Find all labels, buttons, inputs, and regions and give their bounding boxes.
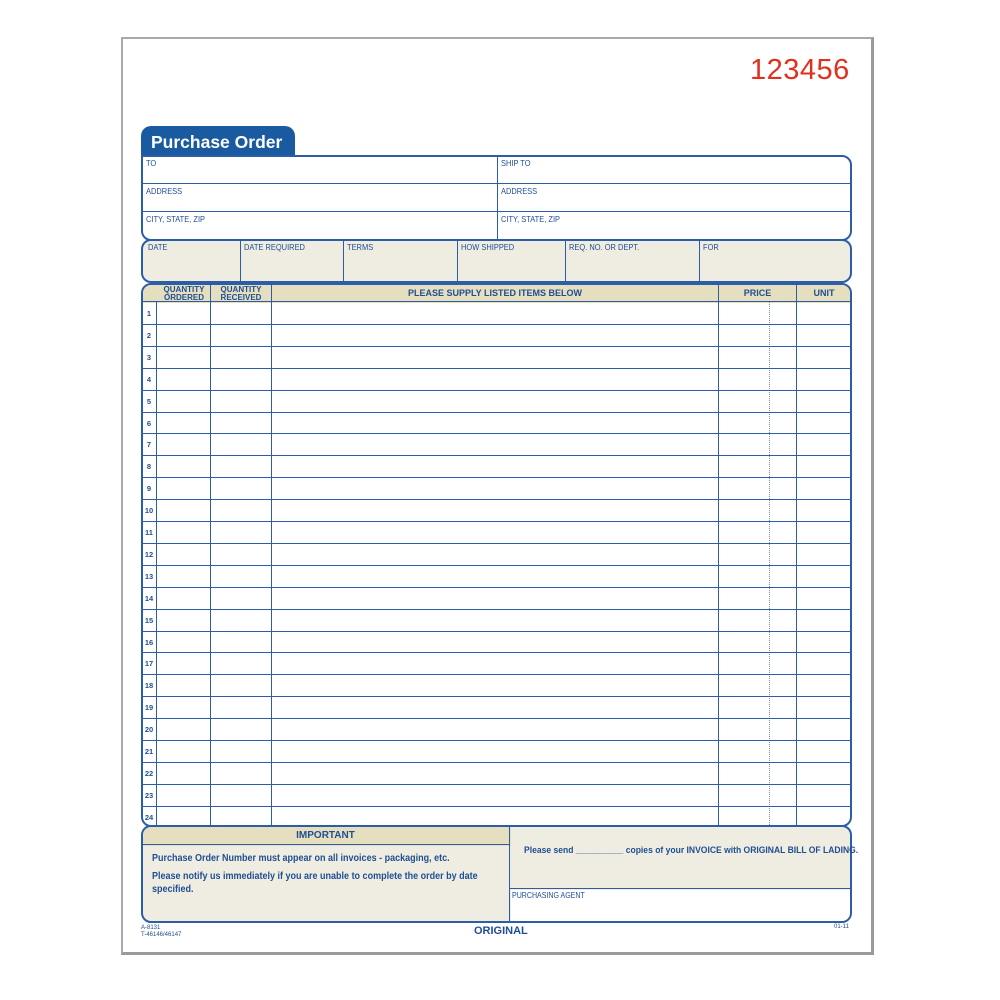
table-row[interactable]: [142, 718, 851, 740]
table-row[interactable]: [142, 652, 851, 674]
row-number: 9: [146, 484, 152, 494]
serial-number: 123456: [750, 54, 850, 86]
table-row[interactable]: [142, 674, 851, 696]
form-code: A-8131: [141, 925, 161, 931]
row-number: 3: [146, 352, 152, 362]
table-row[interactable]: [142, 433, 851, 455]
row-number: 1: [146, 309, 152, 318]
revision-code: 01-11: [834, 924, 849, 930]
row-number: 7: [146, 440, 152, 450]
row-number: 18: [144, 681, 154, 691]
purchasing-agent-field[interactable]: PURCHASING AGENT: [512, 891, 585, 900]
to-field[interactable]: TO: [146, 158, 157, 168]
row-number: 6: [146, 418, 152, 428]
row-number: 17: [144, 659, 154, 669]
address-field[interactable]: ADDRESS: [146, 186, 183, 196]
row-number: 14: [144, 593, 154, 603]
important-line-2-cont: specified.: [152, 884, 194, 895]
col-qty-ordered: QUANTITY ORDERED: [163, 285, 205, 302]
ship-to-address-field[interactable]: ADDRESS: [501, 186, 538, 196]
how-shipped-field[interactable]: HOW SHIPPED: [461, 242, 515, 252]
row-number: 5: [146, 396, 152, 406]
row-number: 24: [144, 812, 154, 822]
date-required-field[interactable]: DATE REQUIRED: [244, 242, 305, 252]
req-no-dept-field[interactable]: REQ. NO. OR DEPT.: [569, 242, 640, 252]
col-price: PRICE: [743, 288, 772, 298]
row-number: 13: [144, 571, 154, 581]
col-unit: UNIT: [813, 288, 835, 298]
row-number: 10: [144, 506, 154, 516]
table-row[interactable]: [142, 368, 851, 390]
table-row[interactable]: [142, 499, 851, 521]
table-row[interactable]: [142, 609, 851, 631]
col-items: PLEASE SUPPLY LISTED ITEMS BELOW: [407, 288, 583, 298]
city-state-zip-field[interactable]: CITY, STATE, ZIP: [146, 214, 206, 224]
terms-field[interactable]: TERMS: [347, 242, 374, 252]
ship-to-field[interactable]: SHIP TO: [501, 158, 531, 168]
row-number: 21: [144, 747, 154, 756]
table-row[interactable]: [142, 477, 851, 499]
form-title: Purchase Order: [141, 126, 295, 156]
row-number: 20: [144, 725, 154, 735]
table-row[interactable]: [142, 565, 851, 587]
row-number: 11: [145, 528, 153, 537]
table-row[interactable]: [142, 346, 851, 368]
table-row[interactable]: [142, 302, 851, 324]
table-row[interactable]: [142, 390, 851, 412]
ship-to-city-state-zip-field[interactable]: CITY, STATE, ZIP: [501, 214, 561, 224]
invoice-instructions: Please send __________ copies of your INVOICE with ORIGINAL BILL OF LADING.: [524, 845, 859, 856]
row-number: 4: [146, 374, 152, 384]
table-row[interactable]: [142, 543, 851, 565]
row-number: 16: [144, 637, 154, 647]
table-row[interactable]: [142, 455, 851, 477]
row-number: 12: [144, 549, 154, 559]
table-row[interactable]: [142, 740, 851, 762]
col-qty-received: QUANTITY RECEIVED: [220, 285, 262, 302]
table-row[interactable]: [142, 696, 851, 718]
form-code-secondary: T-46146/46147: [141, 932, 182, 938]
for-field[interactable]: FOR: [703, 242, 719, 252]
row-number: 2: [146, 330, 152, 340]
table-row[interactable]: [142, 521, 851, 543]
date-field[interactable]: DATE: [148, 242, 168, 252]
important-line-1: Purchase Order Number must appear on all invoices - packaging, etc.: [152, 853, 450, 864]
row-number: 8: [146, 462, 152, 472]
row-number: 19: [144, 703, 154, 713]
table-row[interactable]: [142, 412, 851, 434]
table-row[interactable]: [142, 762, 851, 784]
row-number: 23: [144, 790, 154, 800]
row-number: 15: [144, 615, 154, 625]
table-row[interactable]: [142, 631, 851, 653]
important-line-2: Please notify us immediately if you are unable to complete the order by date: [152, 871, 478, 882]
table-row[interactable]: [142, 784, 851, 806]
table-row[interactable]: [142, 587, 851, 609]
copy-label: ORIGINAL: [474, 925, 528, 937]
table-row[interactable]: [142, 324, 851, 346]
row-number: 22: [144, 768, 154, 778]
important-heading: IMPORTANT: [296, 830, 355, 841]
